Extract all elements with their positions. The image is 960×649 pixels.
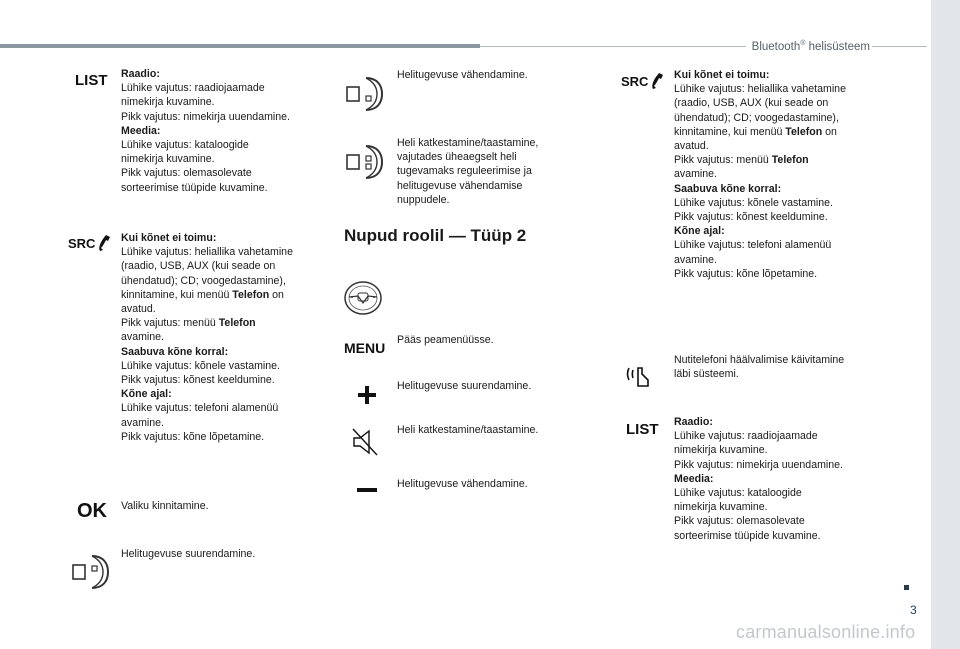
- list-description-2: Raadio: Lühike vajutus: raadiojaamade nimekirja kuvamine. Pikk vajutus: nimekirja uuendamine. Meedia: Lühike vajutus: kataloogide nimekirja kuvamine. Pikk vajutus: olemasolevate sorteerimise tüüpide kuvamine.: [674, 416, 843, 542]
- menu-description: Pääs peamenüüsse.: [397, 334, 494, 346]
- page-sidebar: [931, 0, 960, 649]
- list-key-icon: LIST: [75, 72, 108, 89]
- header-rule: [0, 44, 480, 48]
- phone-handset-icon: [97, 234, 111, 252]
- section-title: Bluetooth® helisüsteem: [746, 40, 872, 53]
- plus-icon: [357, 385, 377, 405]
- steering-volume-up-icon: [70, 552, 110, 592]
- menu-key-icon: MENU: [344, 340, 386, 356]
- mute-speaker-icon: [351, 427, 379, 457]
- mute-combo-description: Heli katkestamine/taastamine, vajutades üheaegselt heli tugevamaks reguleerimise ja helitugevuse vähendamise nuppudele.: [397, 137, 539, 206]
- voice-command-icon: [624, 360, 654, 388]
- voice-description: Nutitelefoni häälvalimise käivitamine läbi süsteemi.: [674, 354, 845, 381]
- page-number: 3: [910, 603, 917, 617]
- phone-handset-icon: [650, 72, 664, 90]
- src-description: Kui kõnet ei toimu: Lühike vajutus: heliallika vahetamine (raadio, USB, AUX (kui seade on ühendatud); CD; voogedastamine), kinnitamine, kui menüü Telefon on avatud. Pikk vajutus: menüü Telefon avamine. Saabuva kõne korral: Lühike vajutus: kõnele vastamine. Pikk vajutus: kõnest keeldumine. Kõne ajal: Lühike vajutus: telefoni alamenüü avamine. Pikk vajutus: kõne lõpetamine.: [121, 232, 293, 443]
- ok-key-icon: OK: [77, 500, 107, 522]
- mute-description: Heli katkestamine/taastamine.: [397, 424, 539, 436]
- list-description: Raadio: Lühike vajutus: raadiojaamade nimekirja kuvamine. Pikk vajutus: nimekirja uuendamine. Meedia: Lühike vajutus: kataloogide nimekirja kuvamine. Pikk vajutus: olemasolevate sorteerimise tüüpide kuvamine.: [121, 68, 290, 194]
- src-description-2: Kui kõnet ei toimu: Lühike vajutus: heliallika vahetamine (raadio, USB, AUX (kui seade on ühendatud); CD; voogedastamine), kinnitamine, kui menüü Telefon on avatud. Pikk vajutus: menüü Telefon avamine. Saabuva kõne korral: Lühike vajutus: kõnele vastamine. Pikk vajutus: kõnest keeldumine. Kõne ajal: Lühike vajutus: telefoni alamenüü avamine. Pikk vajutus: kõne lõpetamine.: [674, 69, 846, 280]
- src-phone-key-icon-2: SRC: [621, 72, 664, 90]
- minus-icon: [357, 487, 377, 493]
- steering-mute-icon: [344, 142, 384, 182]
- vol-down-description: Helitugevuse vähendamine.: [397, 69, 528, 81]
- list-key-icon-2: LIST: [626, 421, 659, 438]
- steering-volume-down-icon: [344, 74, 384, 114]
- watermark: carmanualsonline.info: [736, 622, 916, 642]
- page-marker: [904, 585, 909, 590]
- minus-description: Helitugevuse vähendamine.: [397, 478, 528, 490]
- ok-description: Valiku kinnitamine.: [121, 500, 209, 512]
- steering-wheel-icon: [343, 279, 383, 317]
- section-heading: Nupud roolil — Tüüp 2: [344, 226, 527, 245]
- src-phone-key-icon: SRC: [68, 234, 111, 252]
- vol-up-description: Helitugevuse suurendamine.: [121, 548, 256, 560]
- plus-description: Helitugevuse suurendamine.: [397, 380, 532, 392]
